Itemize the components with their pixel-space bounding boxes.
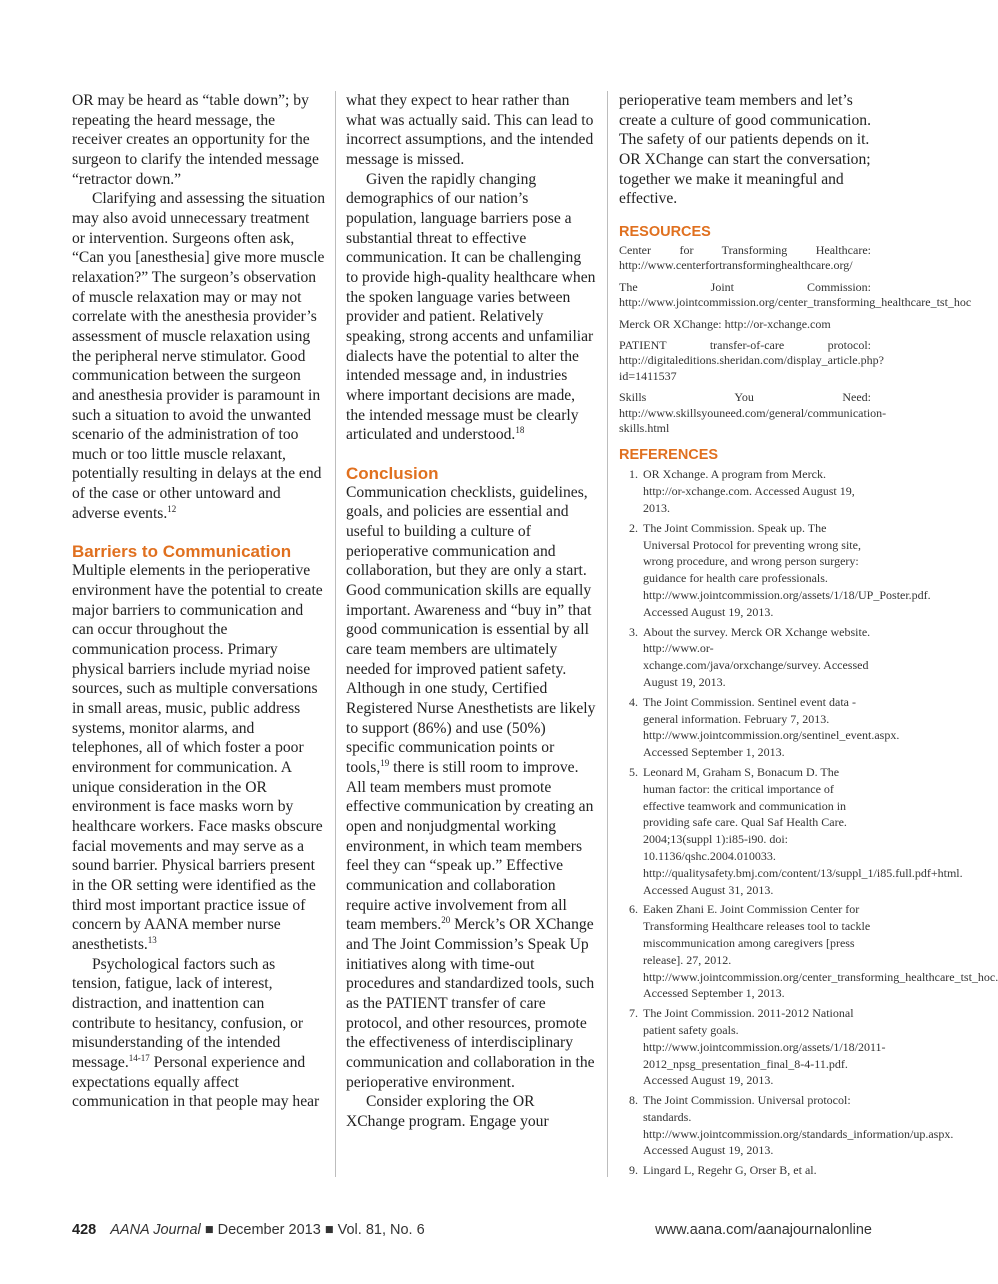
reference-number: 1. bbox=[629, 467, 638, 482]
paragraph-text: Psychological factors such as tension, fatigue, lack of interest, distraction, and inattention can contribute to hesitancy, confusion, or misunderstanding of the intended message. bbox=[72, 955, 304, 1071]
journal-name: AANA Journal bbox=[110, 1222, 201, 1238]
separator: ■ bbox=[324, 1222, 334, 1238]
citation: 12 bbox=[167, 503, 177, 514]
volume-number: Vol. 81, No. 6 bbox=[337, 1222, 425, 1238]
column-divider bbox=[335, 91, 336, 1177]
paragraph-text: there is still room to improve. All team members must promote effective communication by creating an open and nonjudgmental working environment, in which team members feel they can “speak up.” Effective communication and collaboration require active involvement from all team members. bbox=[346, 759, 594, 934]
paragraph-text: Given the rapidly changing demographics of our nation’s population, language barriers pose a substantial threat to effective communication. It can be challenging to provide high-quality healthcare when the spoken language varies between provider and patient. Relatively speaking, strong accents and unfamiliar dialects have the potential to alter the intended message and, in industries where important decisions are made, the intended message must be clearly articulated and understood. bbox=[346, 170, 596, 444]
reference-item bbox=[619, 694, 900, 761]
reference-item bbox=[619, 466, 871, 516]
reference-text: The Joint Commission. Sentinel event data - general information. February 7, 2013. http://www.jointcommission.org/sentinel_event.aspx. Accessed September 1, 2013. bbox=[643, 694, 900, 760]
reference-number: 5. bbox=[629, 764, 638, 779]
column-3 bbox=[619, 91, 998, 1182]
paragraph: Consider exploring the OR XChange program. Engage your bbox=[346, 1093, 549, 1130]
reference-text: The Joint Commission. Speak up. The Universal Protocol for preventing wrong site, wrong procedure, and wrong person surgery: guidance for health care professionals. http://www.jointcommission.org/assets/1/18/UP_Poster.pdf. Accessed August 19, 2013. bbox=[643, 520, 931, 619]
reference-text: OR Xchange. A program from Merck. http://or-xchange.com. Accessed August 19, 2013. bbox=[643, 467, 855, 515]
resources-list bbox=[619, 242, 972, 436]
paragraph bbox=[72, 955, 325, 1112]
reference-item bbox=[619, 1005, 886, 1089]
reference-text: About the survey. Merck OR Xchange website. http://www.or-xchange.com/java/orxchange/survey. Accessed August 19, 2013. bbox=[643, 624, 871, 689]
reference-number: 8. bbox=[629, 1093, 638, 1108]
section-heading-barriers: Barriers to Communication bbox=[72, 542, 292, 562]
resource-item: Center for Transforming Healthcare: http://www.centerfortransforminghealthcare.org/ bbox=[619, 242, 871, 273]
references-list bbox=[619, 466, 998, 1179]
reference-text: Lingard L, Regehr G, Orser B, et al. bbox=[643, 1163, 817, 1178]
resource-item: PATIENT transfer-of-care protocol: http://digitaleditions.sheridan.com/display_article.php?id=1411537 bbox=[619, 337, 884, 383]
reference-number: 6. bbox=[629, 902, 638, 917]
reference-number: 3. bbox=[629, 624, 638, 639]
reference-item bbox=[619, 520, 931, 621]
citation: 13 bbox=[147, 934, 157, 945]
reference-text: Eaken Zhani E. Joint Commission Center for Transforming Healthcare releases tool to tackle miscommunication among caregivers [press release]. 27, 2012. http://www.jointcommission.org/center_transforming_healthcare_tst_hoc. Accessed September 1, 2013. bbox=[643, 902, 998, 1001]
references-heading: REFERENCES bbox=[619, 447, 719, 464]
column-2 bbox=[346, 91, 597, 1131]
reference-item bbox=[619, 624, 871, 691]
citation: 19 bbox=[380, 758, 390, 768]
resources-heading: RESOURCES bbox=[619, 223, 711, 240]
column-1 bbox=[72, 91, 325, 1112]
paragraph-text: Multiple elements in the perioperative environment have the potential to create major barriers to communication and can occur throughout the communication process. Primary physical barriers include myriad noise sources, such as multiple conversations in small areas, music, public address systems, monitor alarms, and telephones, all of which foster a poor environment for communication. A unique consideration in the OR environment is face masks worn by healthcare workers. Face masks obscure facial movements and may serve as a sound barrier. Physical barriers present in the OR setting were identified as the third most important practice issue of concern by AANA member nurse anesthetists. bbox=[72, 562, 323, 953]
column-divider bbox=[607, 91, 608, 1177]
page-footer bbox=[72, 1222, 872, 1242]
reference-text: Leonard M, Graham S, Bonacum D. The human factor: the critical importance of effective teamwork and communication in providing safe care. Qual Saf Health Care. 2004;13(suppl 1):i85-i90. doi: 10.1136/qshc.2004.010033. http://qualitysafety.bmj.com/content/13/suppl_1/i85.full.pdf+html. Accessed August 31, 2013. bbox=[643, 764, 963, 897]
reference-item bbox=[619, 1092, 954, 1159]
paragraph: OR may be heard as “table down”; by repeating the heard message, the receiver creates an opportunity for the surgeon to clarify the intended message “retractor down.” bbox=[72, 92, 319, 188]
paragraph-text: Merck’s OR XChange and The Joint Commission’s Speak Up initiatives along with time-out procedures and standardized tools, such as the PATIENT transfer of care protocol, and other resources, promote the effectiveness of interdisciplinary communication and collaboration in the perioperative environment. bbox=[346, 916, 595, 1091]
paragraph-text: Personal experience and expectations equally affect communication in that people may hear bbox=[72, 1053, 320, 1111]
reference-number: 4. bbox=[629, 694, 638, 709]
paragraph bbox=[346, 483, 597, 1092]
paragraph-text: Communication checklists, guidelines, goals, and policies are essential and useful to building a culture of perioperative communication and collaboration, but they are only a start. Good communication skills are equally important. Awareness and “buy in” that good communication is essential by all care team members are ultimately needed for improved patient safety. Although in one study, Certified Registered Nurse Anesthetists are likely to support (86%) and use (50%) specific communication points or tools, bbox=[346, 483, 596, 776]
citation: 20 bbox=[441, 915, 451, 926]
reference-item bbox=[619, 1162, 871, 1179]
issue-date: December 2013 bbox=[217, 1222, 321, 1238]
reference-text: The Joint Commission. Universal protocol: standards. http://www.jointcommission.org/standards_information/up.aspx. Accessed August 19, 2013. bbox=[643, 1093, 954, 1158]
reference-number: 7. bbox=[629, 1006, 638, 1021]
reference-text: The Joint Commission. 2011-2012 National patient safety goals. http://www.jointcommission.org/assets/1/18/2011-2012_npsg_presentation_final_8-4-11.pdf. Accessed August 19, 2013. bbox=[643, 1006, 886, 1088]
paragraph bbox=[72, 189, 325, 523]
reference-number: 9. bbox=[629, 1163, 638, 1178]
reference-item bbox=[619, 764, 963, 898]
resource-item: The Joint Commission: http://www.jointcommission.org/center_transforming_healthcare_tst_hoc bbox=[619, 279, 972, 310]
journal-url[interactable]: www.aana.com/aanajournalonline bbox=[655, 1222, 872, 1238]
paragraph-text: Clarifying and assessing the situation may also avoid unnecessary treatment or intervention. Surgeons often ask, “Can you [anesthesia] give more muscle relaxation?” The surgeon’s observation of muscle relaxation may or may not correlate with the anesthesia provider’s assessment of muscle relaxation using the peripheral nerve stimulator. Good communication between the surgeon and anesthesia provider is paramount in such a situation to avoid the unwanted scenario of the administration of too much or too little muscle relaxant, potentially resulting in delays at the end of the case or other untoward and adverse events. bbox=[72, 190, 326, 522]
paragraph: perioperative team members and let’s create a culture of good communication. The safety of our patients depends on it. OR XChange can start the conversation; together we make it meaningful and effective. bbox=[619, 92, 871, 208]
page-number: 428 bbox=[72, 1222, 97, 1238]
reference-number: 2. bbox=[629, 520, 638, 535]
reference-item bbox=[619, 901, 998, 1002]
section-heading-conclusion: Conclusion bbox=[346, 463, 439, 483]
resource-item: Skills You Need: http://www.skillsyouneed.com/general/communication-skills.html bbox=[619, 390, 887, 435]
paragraph: what they expect to hear rather than what was actually said. This can lead to incorrect assumptions, and the intended message is missed. bbox=[346, 92, 594, 168]
separator: ■ bbox=[204, 1222, 214, 1238]
resource-item: Merck OR XChange: http://or-xchange.com bbox=[619, 316, 831, 331]
citation: 18 bbox=[515, 425, 525, 436]
paragraph bbox=[346, 170, 597, 445]
paragraph bbox=[72, 561, 325, 954]
citation: 14-17 bbox=[128, 1052, 150, 1063]
